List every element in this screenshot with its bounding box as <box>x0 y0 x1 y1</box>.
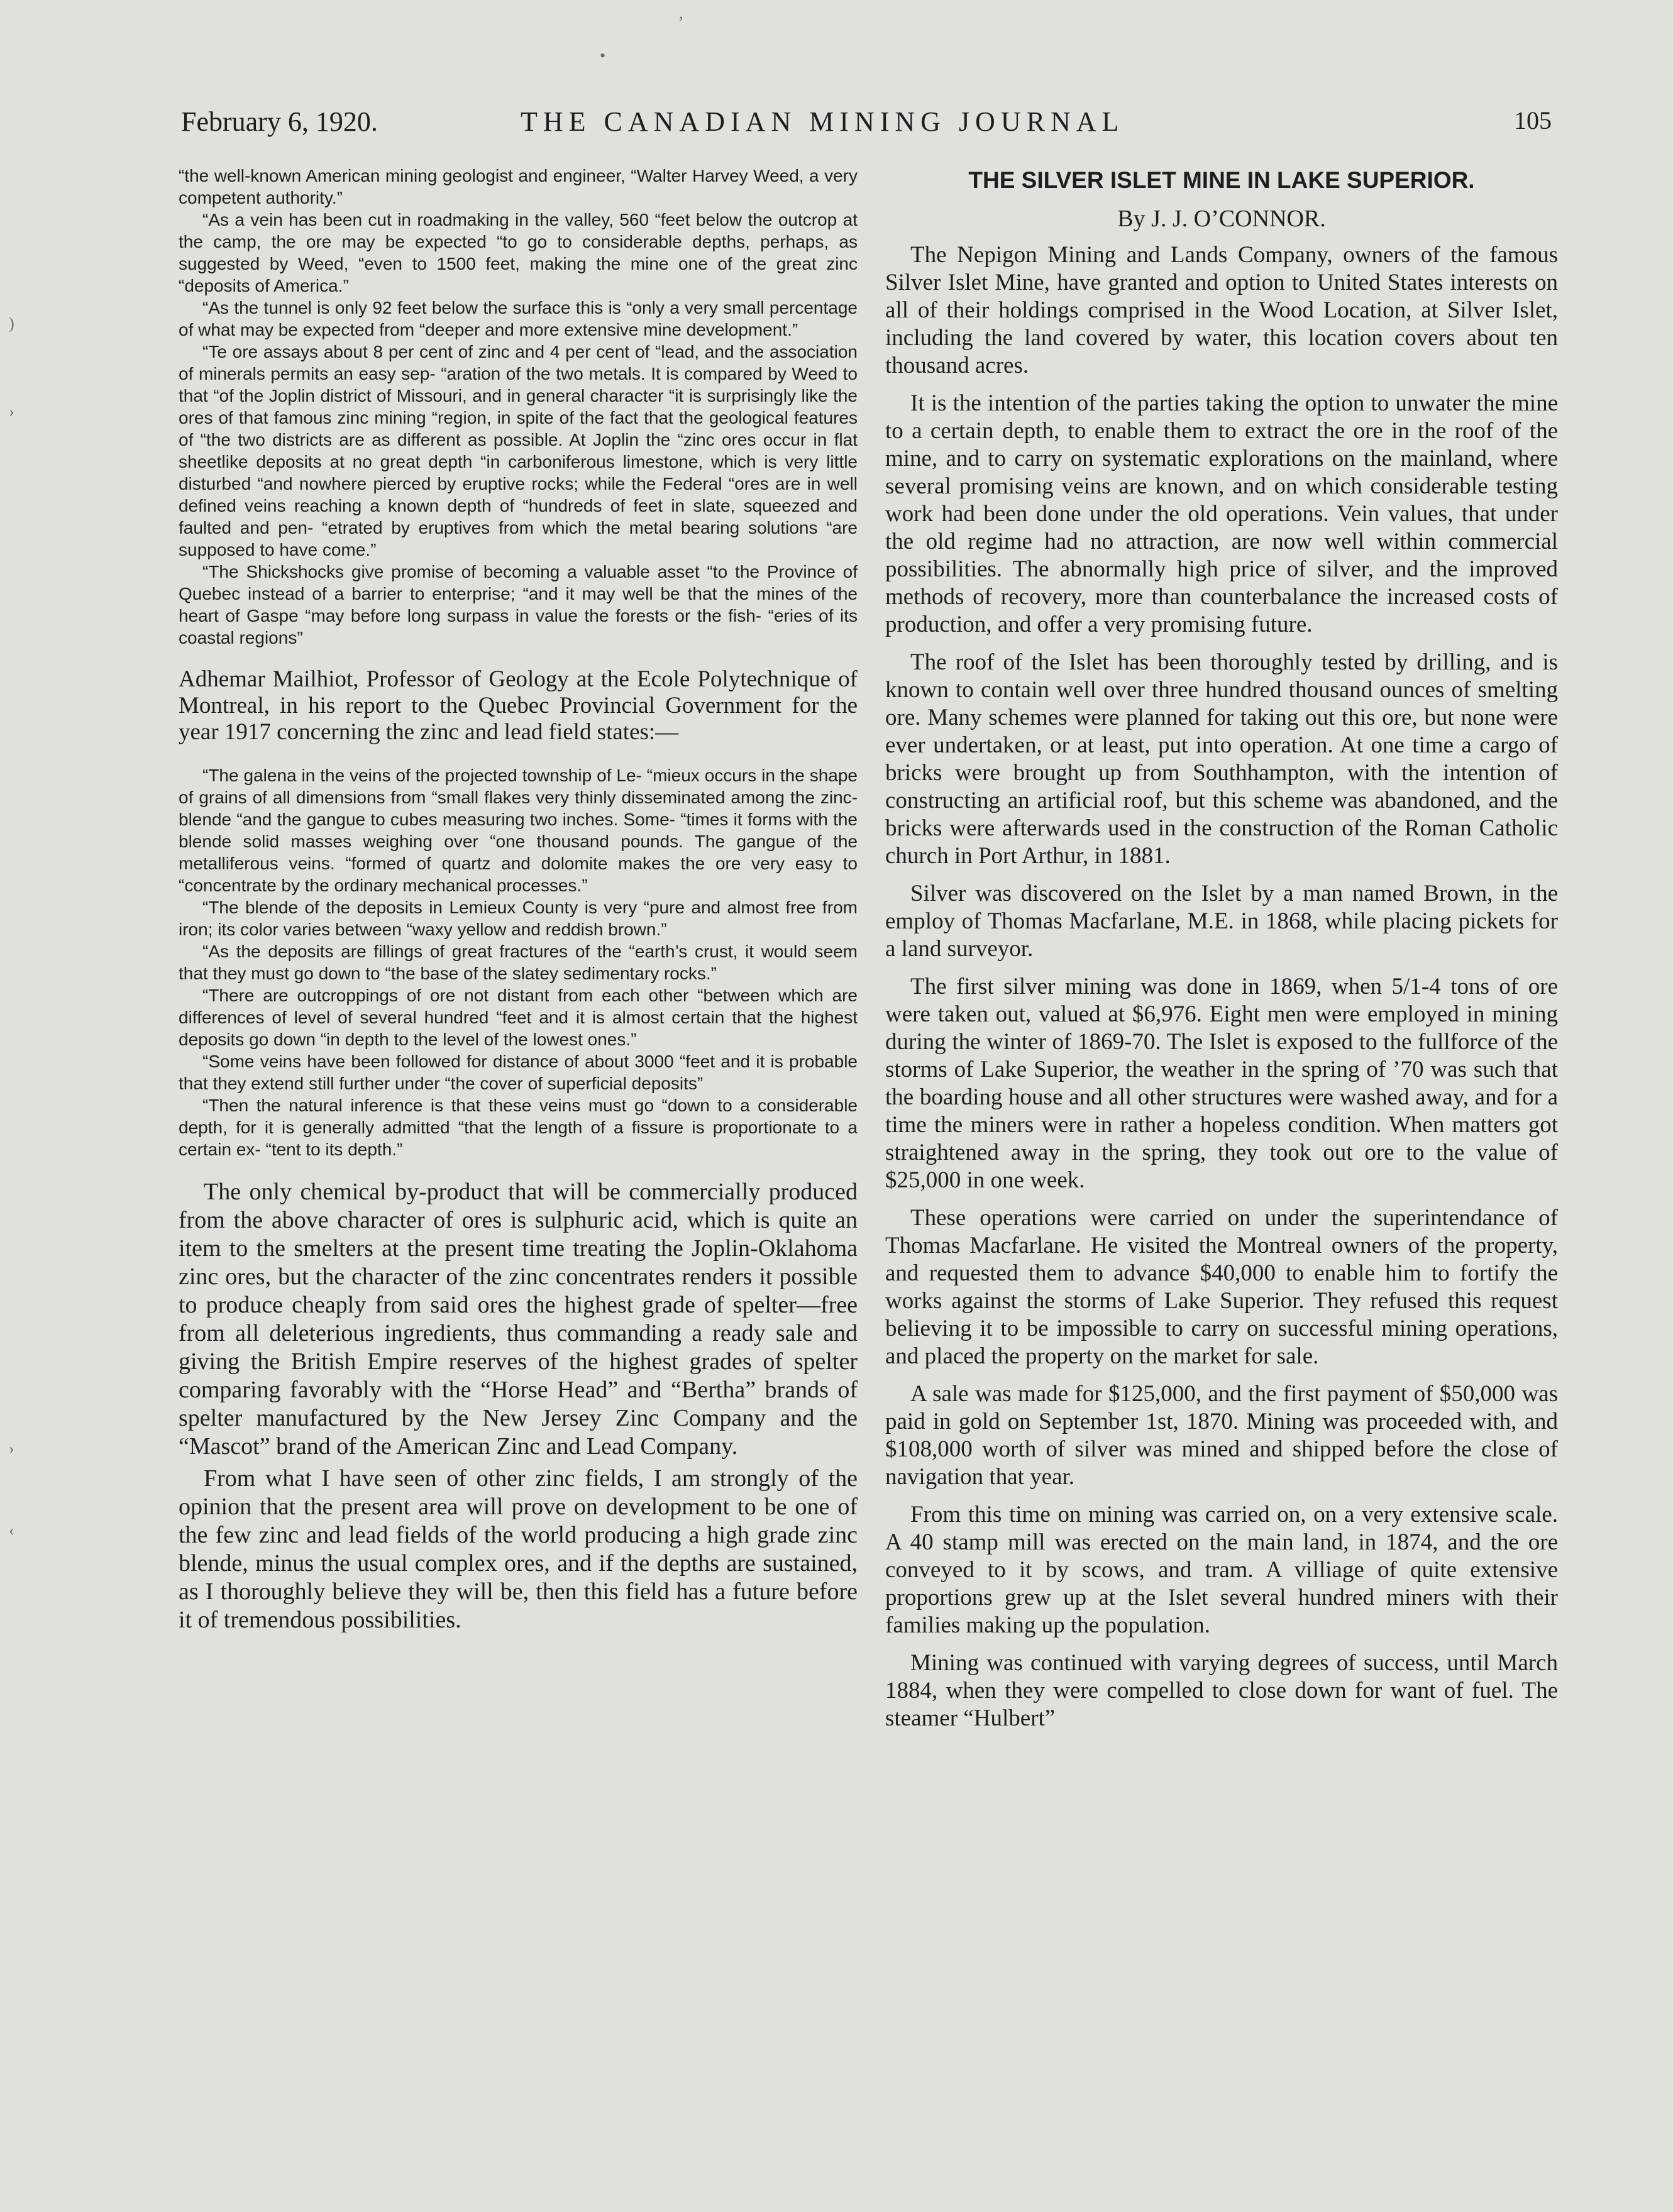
quote-paragraph: “Some veins have been followed for distance of about 3000 “feet and it is probable that they extend still further under “the cover of superficial deposits” <box>179 1052 858 1093</box>
body-paragraph: The only chemical by-product that will be commercially produced from the above character of ores is sulphuric acid, which is quite an item to the smelters at the present time treating the Joplin-Oklahoma zinc ores, but the character of the zinc concentrates renders it possible to produce cheaply from said ores the highest grade of spelter—free from all deleterious ingredients, thus commanding a ready sale and giving the British Empire reserves of the highest grades of spelter comparing favorably with the “Horse Head” and “Bertha” brands of spelter manufactured by the New Jersey Zinc Company and the “Mascot” brand of the American Zinc and Lead Company. <box>179 1179 858 1460</box>
right-column <box>885 165 1558 1742</box>
body-paragraph: From what I have seen of other zinc fields, I am strongly of the opinion that the present area will prove on development to be one of the few zinc and lead fields of the world producing a high grade zinc blende, minus the usual complex ores, and if the depths are sustained, as I thoroughly believe they will be, then this field has a future before it of tremendous possibilities. <box>179 1465 858 1633</box>
quote-paragraph: “As the tunnel is only 92 feet below the surface this is “only a very small percentage of what may be expected from “deeper and more extensive mine development.” <box>179 298 858 339</box>
article-paragraph: It is the intention of the parties taking the option to unwater the mine to a certain depth, to enable them to extract the ore in the roof of the mine, and to carry on systematic explorations on the mainland, where several promising veins are known, and on which considerable testing work had been done under the old operations. Vein values, that under the old regime had no attraction, are now well within commercial possibilities. The abnormally high price of silver, and the improved methods of recovery, more than counterbalance the increased costs of production, and offer a very promising future. <box>885 390 1558 637</box>
page-number: 105 <box>1514 106 1552 135</box>
article-paragraph: Silver was discovered on the Islet by a man named Brown, in the employ of Thomas Macfarlane, M.E. in 1868, while placing pickets for a land surveyor. <box>885 881 1558 962</box>
left-body-text <box>179 1178 858 1634</box>
scan-mark: › <box>9 402 14 421</box>
article-paragraph: Mining was continued with varying degrees of success, until March 1884, when they were compelled to close down for want of fuel. The steamer “Hulbert” <box>885 1650 1558 1731</box>
scan-mark: • <box>600 47 606 65</box>
left-column <box>179 165 858 1638</box>
quoted-passage-mailhiot <box>179 764 858 1160</box>
article-paragraph: The roof of the Islet has been thoroughly tested by drilling, and is known to contain well over three hundred thousand ounces of smelting ore. Many schemes were planned for taking out this ore, but none were ever undertaken, or at least, put into operation. At one time a cargo of bricks were brought up from Southhampton, with the intention of constructing an artificial roof, but this scheme was abandoned, and the bricks were afterwards used in the construction of the Roman Catholic church in Port Arthur, in 1881. <box>885 649 1558 869</box>
scan-mark: , <box>679 4 683 22</box>
quote-paragraph: “The Shickshocks give promise of becoming a valuable asset “to the Province of Quebec instead of a barrier to enterprise; “and it may well be that the mines of the heart of Gaspe “may before long surpass in value the forests or the fish- “eries of its coastal regions” <box>179 562 858 647</box>
article-paragraph: These operations were carried on under the superintendance of Thomas Macfarlane. He visited the Montreal owners of the property, and requested them to advance $40,000 to enable him to fortify the works against the storms of Lake Superior. They refused this request believing it to be impossible to carry on successful mining operations, and placed the property on the market for sale. <box>885 1205 1558 1369</box>
article-paragraph: The first silver mining was done in 1869, when 5/1-4 tons of ore were taken out, valued at $6,976. Eight men were employed in mining during the winter of 1869-70. The Islet is exposed to the fullforce of the storms of Lake Superior, the weather in the spring of ’70 was such that the boarding house and all other structures were washed away, and for a time the miners were in rather a hopeless condition. When matters got straightened away in the spring, they took out ore to the value of $25,000 in one week. <box>885 974 1558 1193</box>
journal-title: THE CANADIAN MINING JOURNAL <box>521 106 1125 137</box>
article-paragraph: From this time on mining was carried on, on a very extensive scale. A 40 stamp mill was erected on the main land, in 1874, and the ore conveyed to it by scows, and tram. A villiage of quite extensive proportions grew up at the Islet several hundred miners with their families making up the population. <box>885 1502 1558 1638</box>
quote-paragraph: “Then the natural inference is that these veins must go “down to a considerable depth, for it is generally admitted “that the length of a fissure is proportionate to a certain ex- “tent to its depth.” <box>179 1096 858 1159</box>
quote-paragraph: “The galena in the veins of the projected township of Le- “mieux occurs in the shape of grains of all dimensions from “small flakes very thinly disseminated among the zinc-blende “and the gangue to cubes measuring two inches. Some- “times it forms with the blende solid masses weighing over “one thousand pounds. The gangue of the metalliferous veins. “formed of quartz and dolomite makes the ore very easy to “concentrate by the ordinary mechanical processes.” <box>179 766 858 895</box>
article-paragraph: A sale was made for $125,000, and the first payment of $50,000 was paid in gold on September 1st, 1870. Mining was proceeded with, and $108,000 worth of silver was mined and shipped before the close of navigation that year. <box>885 1381 1558 1490</box>
quote-paragraph: “Te ore assays about 8 per cent of zinc and 4 per cent of “lead, and the association of minerals permits an easy sep- “aration of the two metals. It is compared by Weed to that “of the Joplin district of Missouri, and in general character “it is surprisingly like the ores of that famous zinc mining “region, in spite of the fact that the geological features of “the two districts are as different as possible. At Joplin the “zinc ores occur in flat sheetlike deposits at no great depth “in carboniferous limestone, which is very little disturbed “and nowhere pierced by eruptive rocks; while the Federal “ores are in well defined veins reaching a known depth of “hundreds of feet in slate, squeezed and faulted and pen- “etrated by eruptives from which the metal bearing solutions “are supposed to have come.” <box>179 342 858 559</box>
scan-mark: › <box>9 1439 14 1458</box>
lead-paragraph: Adhemar Mailhiot, Professor of Geology at the Ecole Polytechnique of Montreal, in his report to the Quebec Provincial Government for the year 1917 concerning the zinc and lead field states:— <box>179 666 858 745</box>
article-paragraph: The Nepigon Mining and Lands Company, owners of the famous Silver Islet Mine, have granted and option to United States interests on all of their holdings comprised in the Wood Location, at Silver Islet, including the land covered by water, this location covers about ten thousand acres. <box>885 242 1558 378</box>
quote-paragraph: “As a vein has been cut in roadmaking in the valley, 560 “feet below the outcrop at the camp, the ore may be expected “to go to considerable depths, perhaps, as suggested by Weed, “even to 1500 feet, making the mine one of the great zinc “deposits of America.” <box>179 210 858 295</box>
quote-paragraph: “the well-known American mining geologist and engineer, “Walter Harvey Weed, a very competent authority.” <box>179 166 858 207</box>
quoted-passage-weed <box>179 165 858 649</box>
article-byline: By J. J. O’CONNOR. <box>1117 206 1326 232</box>
quote-paragraph: “There are outcroppings of ore not distant from each other “between which are differences of level of several hundred “feet and it is almost certain that the highest deposits go down “in depth to the level of the lowest ones.” <box>179 986 858 1049</box>
quote-paragraph: “As the deposits are fillings of great fractures of the “earth’s crust, it would seem that they must go down to “the base of the slatey sedimentary rocks.” <box>179 942 858 983</box>
running-header <box>181 106 1552 150</box>
issue-date: February 6, 1920. <box>181 106 378 137</box>
scan-mark: ) <box>9 314 14 333</box>
quote-paragraph: “The blende of the deposits in Lemieux County is very “pure and almost free from iron; its color varies between “waxy yellow and reddish brown.” <box>179 898 858 939</box>
scan-mark: ‹ <box>9 1521 14 1539</box>
lead-paragraph-block <box>179 666 858 746</box>
article-title: THE SILVER ISLET MINE IN LAKE SUPERIOR. <box>968 167 1475 193</box>
